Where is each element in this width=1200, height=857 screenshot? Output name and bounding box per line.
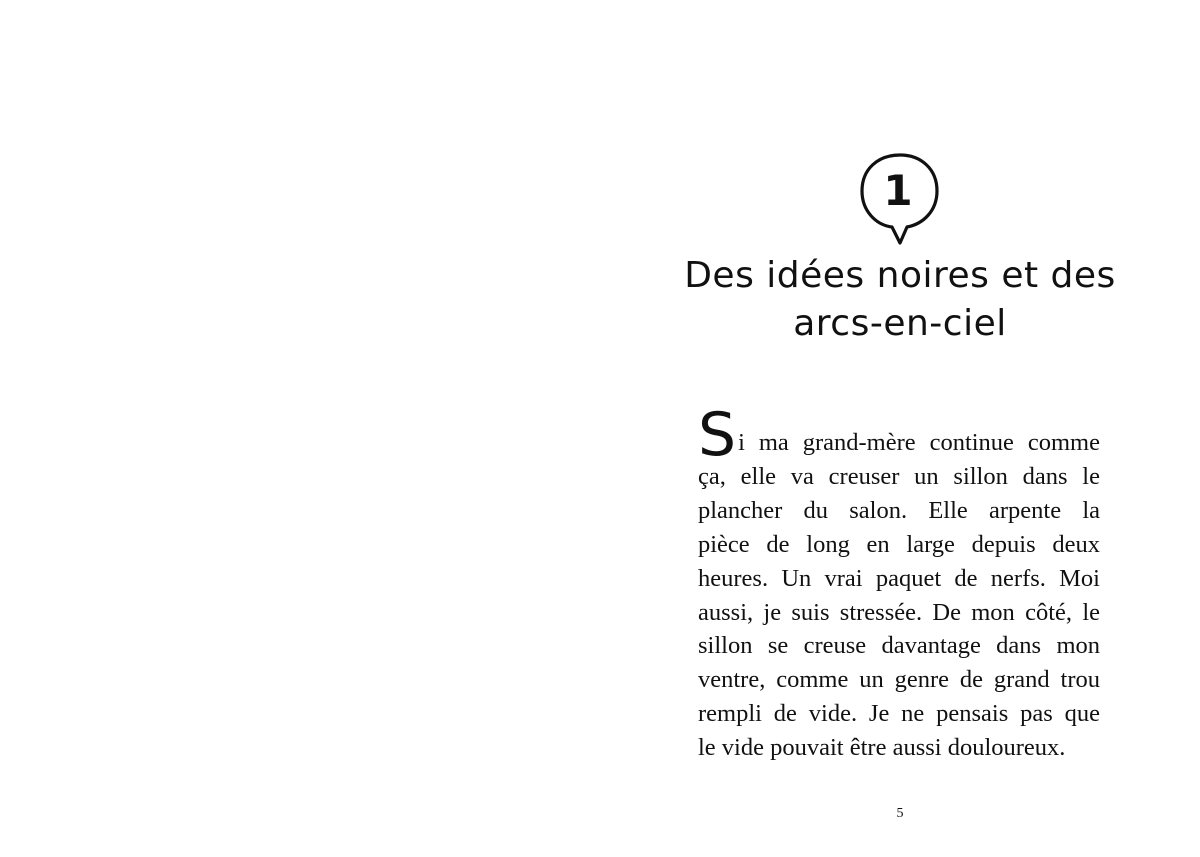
drop-cap: S bbox=[698, 400, 737, 470]
text-line: sillon se creuse davantage dans mon bbox=[698, 632, 1100, 660]
chapter-speech-bubble bbox=[859, 152, 941, 248]
text-line: heures. Un vrai paquet de nerfs. Moi bbox=[698, 564, 1100, 592]
body-paragraph bbox=[698, 400, 1100, 765]
chapter-title bbox=[660, 252, 1140, 348]
chapter-title-line: Des idées noires et des bbox=[684, 255, 1116, 296]
text-line: ça, elle va creuser un sillon dans le bbox=[698, 462, 1100, 490]
text-line: plancher du salon. Elle arpente la bbox=[698, 496, 1100, 524]
text-line: pièce de long en large depuis deux bbox=[698, 530, 1100, 558]
chapter-title-line: arcs-en-ciel bbox=[793, 303, 1007, 344]
text-line: le vide pouvait être aussi douloureux. bbox=[698, 734, 1066, 762]
text-line: ventre, comme un genre de grand trou bbox=[698, 666, 1100, 694]
right-page bbox=[600, 0, 1200, 857]
chapter-number: 1 bbox=[883, 166, 913, 215]
page-number: 5 bbox=[896, 806, 904, 821]
text-line: rempli de vide. Je ne pensais pas que bbox=[698, 700, 1100, 728]
text-line: i ma grand-mère continue comme bbox=[738, 429, 1100, 456]
text-line: aussi, je suis stressée. De mon côté, le bbox=[698, 598, 1100, 626]
